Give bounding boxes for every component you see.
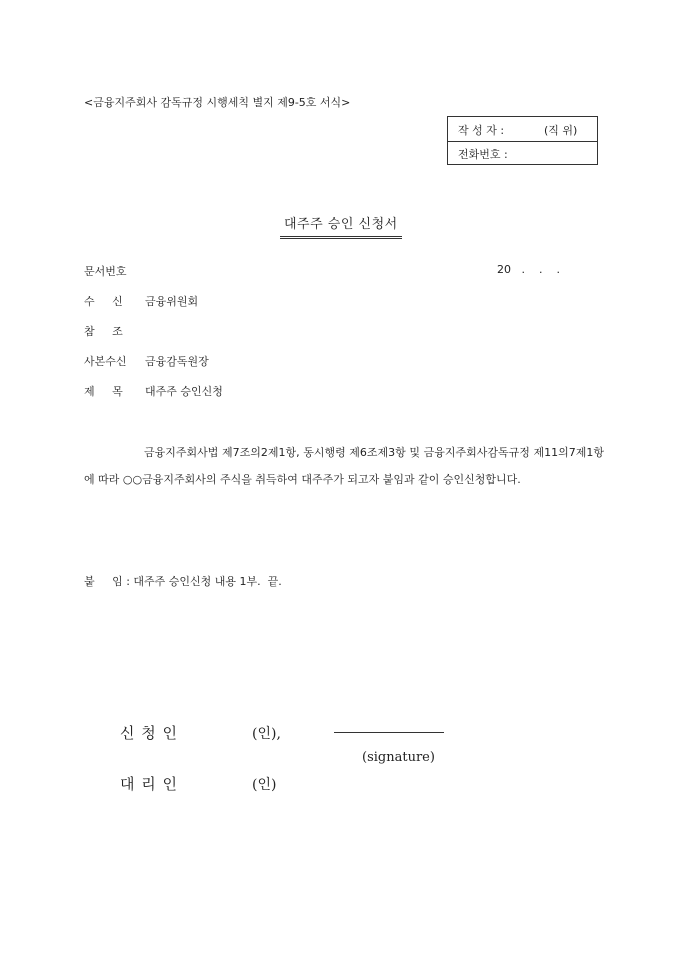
signature-caption: (signature) — [362, 750, 435, 765]
position-label: (직 위) — [544, 124, 578, 137]
reference-label: 참 조 — [84, 325, 123, 338]
agent-label: 대 리 인 — [120, 775, 179, 793]
phone-row — [448, 141, 597, 165]
cc-label: 사본수신 — [84, 355, 127, 368]
doc-number-label: 문서번호 — [84, 265, 127, 278]
applicant-label: 신 청 인 — [120, 724, 179, 742]
subject-value: 대주주 승인신청 — [145, 385, 223, 398]
form-reference: <금융지주회사 감독규정 시행세칙 별지 제9-5호 서식> — [84, 96, 351, 109]
phone-label: 전화번호 : — [458, 148, 508, 161]
body-text: 금융지주회사법 제7조의2제1항, 동시행령 제6조제3항 및 금융지주회사감독규정 제11의7제1항에 따라 ○○금융지주회사의 주식을 취득하여 대주주가 되고자 붙임과 같이 승인신청합니다. — [84, 446, 604, 486]
document-title: 대주주 승인 신청서 — [280, 213, 402, 239]
author-info-box — [447, 116, 598, 165]
agent-seal: (인) — [252, 777, 277, 793]
author-row — [448, 117, 597, 142]
recipient-value: 금융위원회 — [145, 295, 199, 308]
recipient-label: 수 신 — [84, 295, 123, 308]
applicant-seal: (인), — [252, 726, 281, 742]
author-label: 작 성 자 : — [458, 124, 505, 137]
date-field: 20 . . . — [497, 263, 560, 276]
signature-line — [334, 732, 444, 733]
subject-label: 제 목 — [84, 385, 123, 398]
attachment-line: 붙 임 : 대주주 승인신청 내용 1부. 끝. — [84, 575, 282, 588]
cc-value: 금융감독원장 — [145, 355, 209, 368]
